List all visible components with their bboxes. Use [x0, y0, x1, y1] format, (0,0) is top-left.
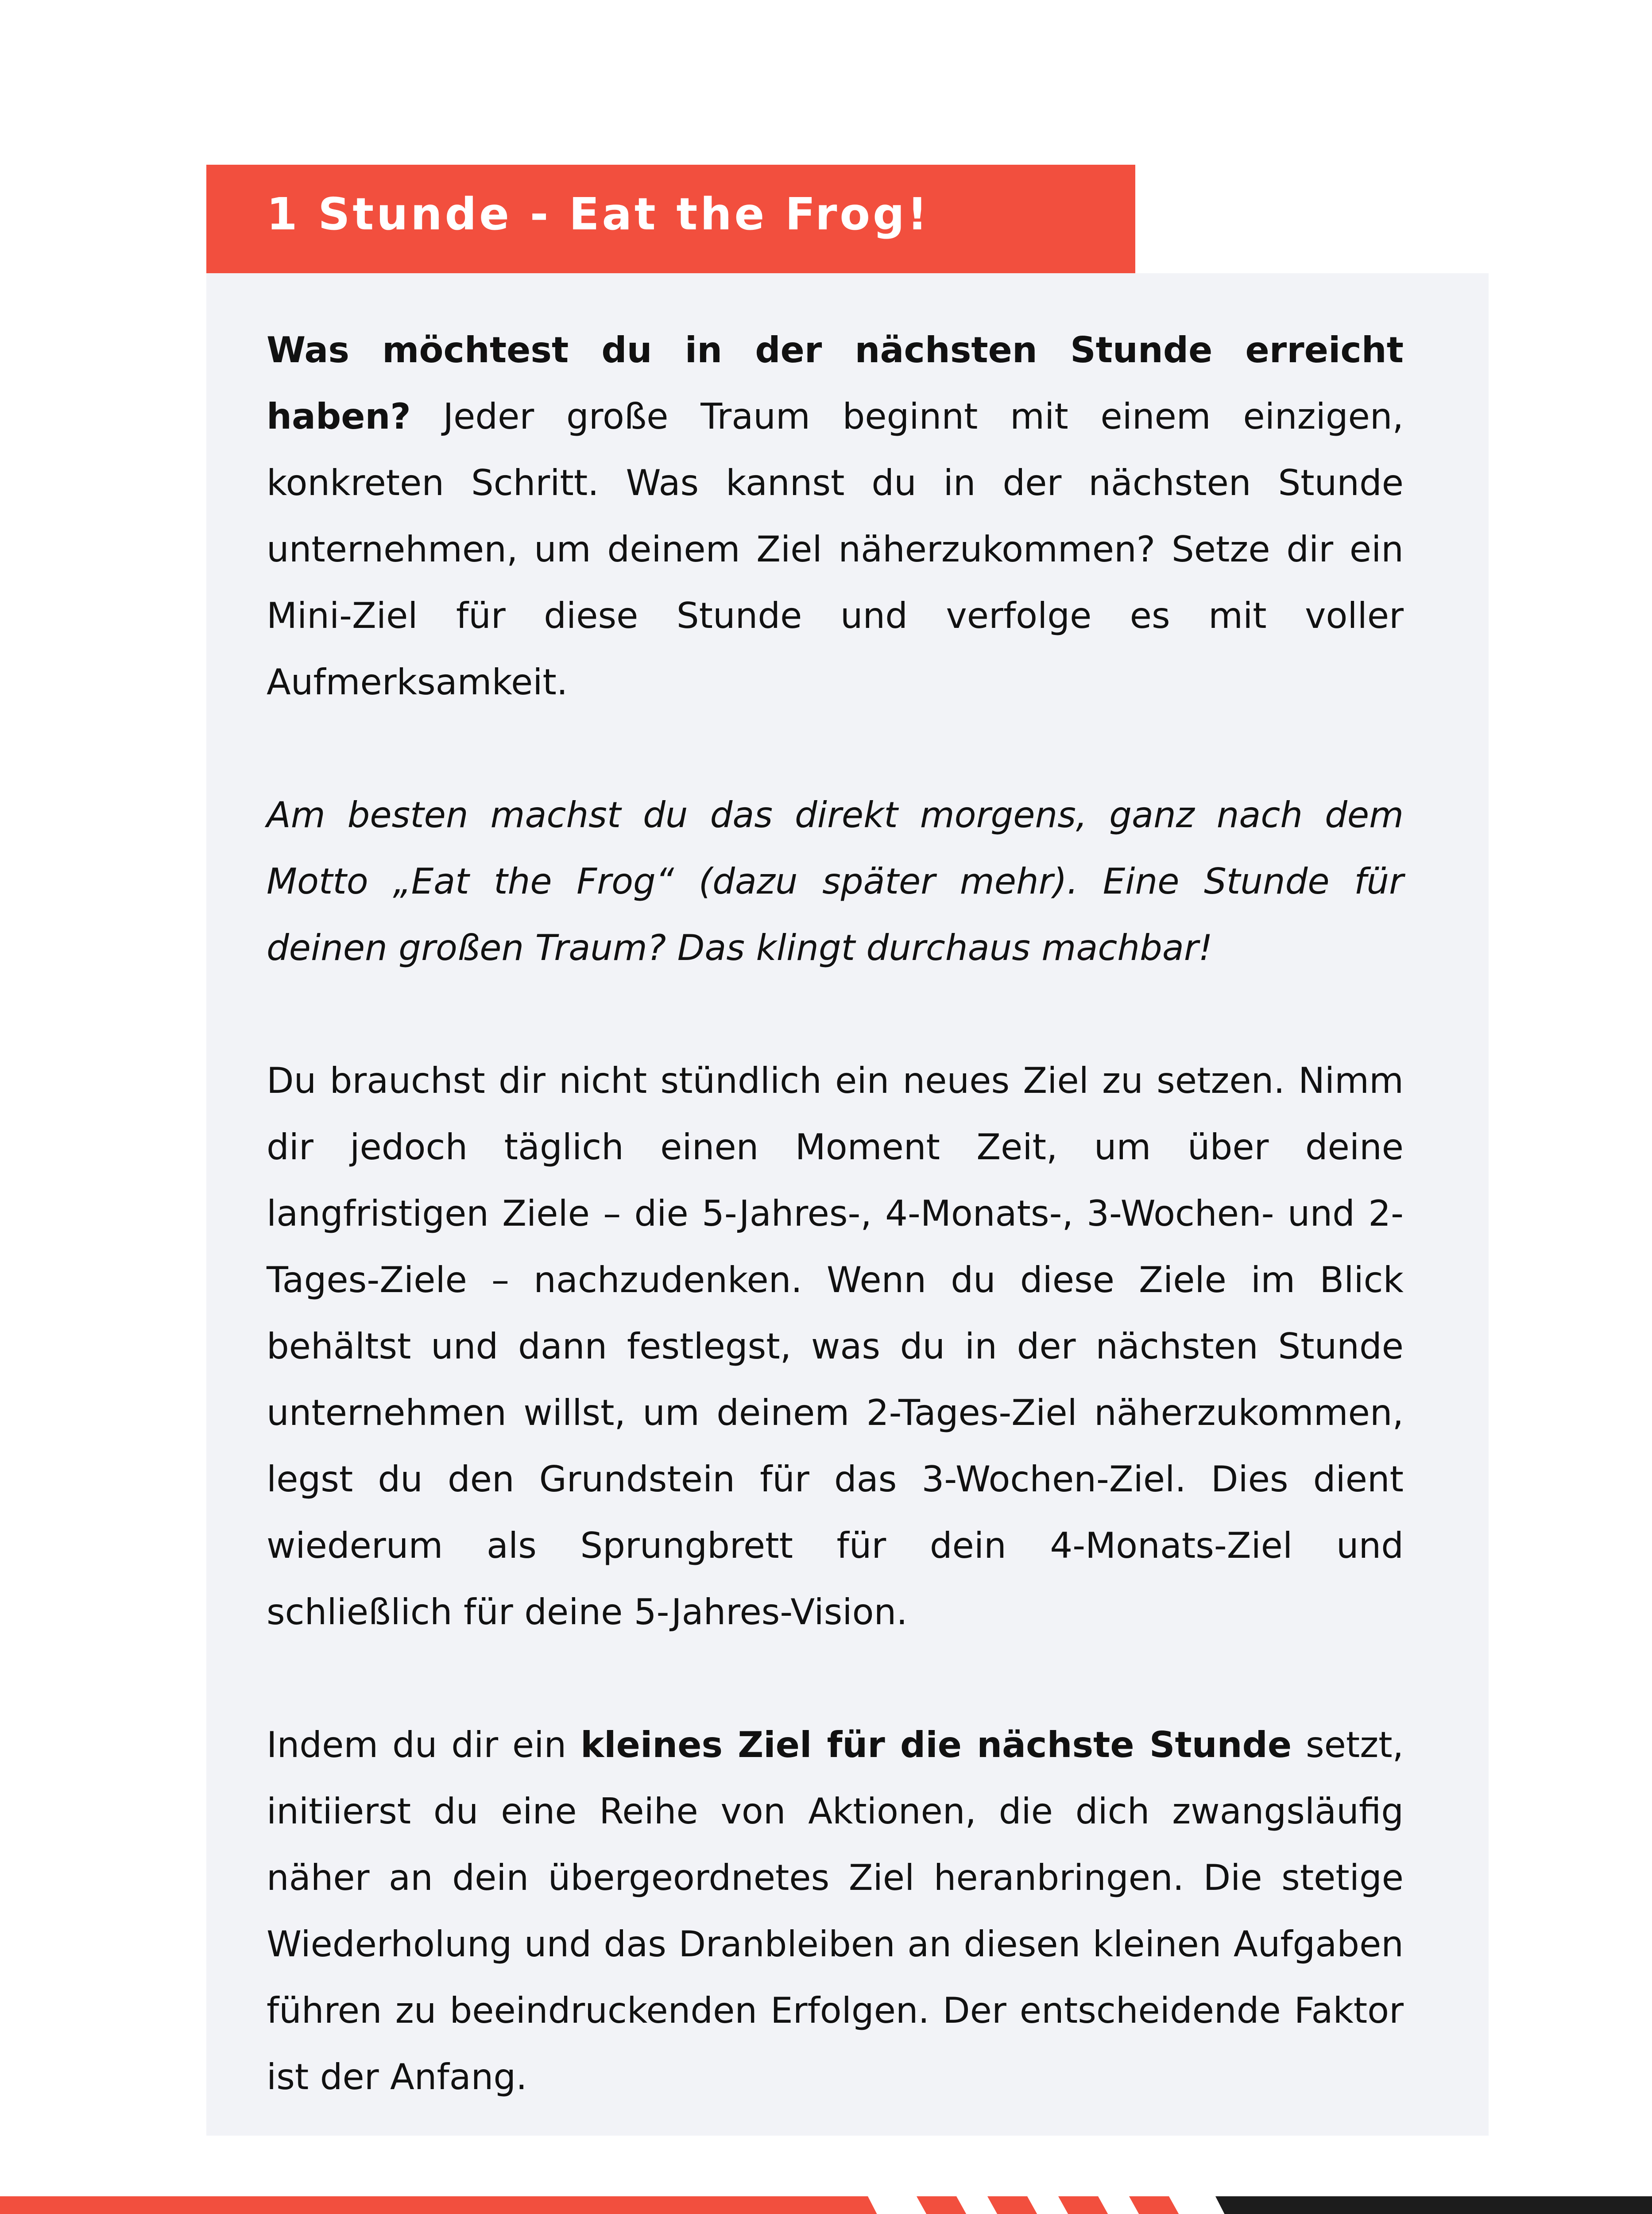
- paragraph-1-text: Jeder große Traum beginnt mit einem einzigen, konkreten Schritt. Was kannst du in der nächsten Stunde unternehmen, um deinem Ziel näherzukommen? Setze dir ein Mini-Ziel für diese Stunde und verfolge es mit voller Aufmerksamkeit.: [267, 396, 1404, 703]
- paragraph-4-start: Indem du dir ein: [267, 1724, 580, 1765]
- page-footer: [0, 2196, 1652, 2214]
- chapter-title: 1 Stunde - Eat the Frog!: [267, 188, 930, 240]
- footer-red-band: [0, 2196, 921, 2214]
- footer-dark-band: [1215, 2196, 1652, 2214]
- paragraph-1: [267, 317, 1404, 716]
- body-text: [267, 317, 1404, 2110]
- paragraph-1-lead: Was möchtest du in der nächsten Stunde erreicht haben?: [267, 329, 1404, 437]
- footer-stripe-4: [1129, 2196, 1226, 2214]
- paragraph-4-end: setzt, initiierst du eine Reihe von Aktionen, die dich zwangsläufig näher an dein übergeordnetes Ziel heranbringen. Die stetige Wiederholung und das Dranbleiben an diesen kleinen Aufgaben führen zu beeindruckenden Erfolgen. Der entscheidende Faktor ist der Anfang.: [267, 1724, 1404, 2098]
- paragraph-4-highlight: kleines Ziel für die nächste Stunde: [580, 1724, 1292, 1765]
- paragraph-2: Am besten machst du das direkt morgens, ganz nach dem Motto „Eat the Frog“ (dazu später mehr). Eine Stunde für deinen großen Traum? Das klingt durchaus machbar!: [267, 794, 1404, 968]
- paragraph-3: Du brauchst dir nicht stündlich ein neues Ziel zu setzen. Nimm dir jedoch täglich einen Moment Zeit, um über deine langfristigen Ziele – die 5-Jahres-, 4-Monats-, 3-Wochen- und 2-Tages-Ziele – nachzudenken. Wenn du diese Ziele im Blick behältst und dann festlegst, was du in der nächsten Stunde unternehmen willst, um deinem 2-Tages-Ziel näherzukommen, legst du den Grundstein für das 3-Wochen-Ziel. Dies dient wiederum als Sprungbrett für dein 4-Monats-Ziel und schließlich für deine 5-Jahres-Vision.: [267, 1060, 1404, 1633]
- paragraph-4: [267, 1712, 1404, 2110]
- footer-graphic: [0, 2196, 1652, 2214]
